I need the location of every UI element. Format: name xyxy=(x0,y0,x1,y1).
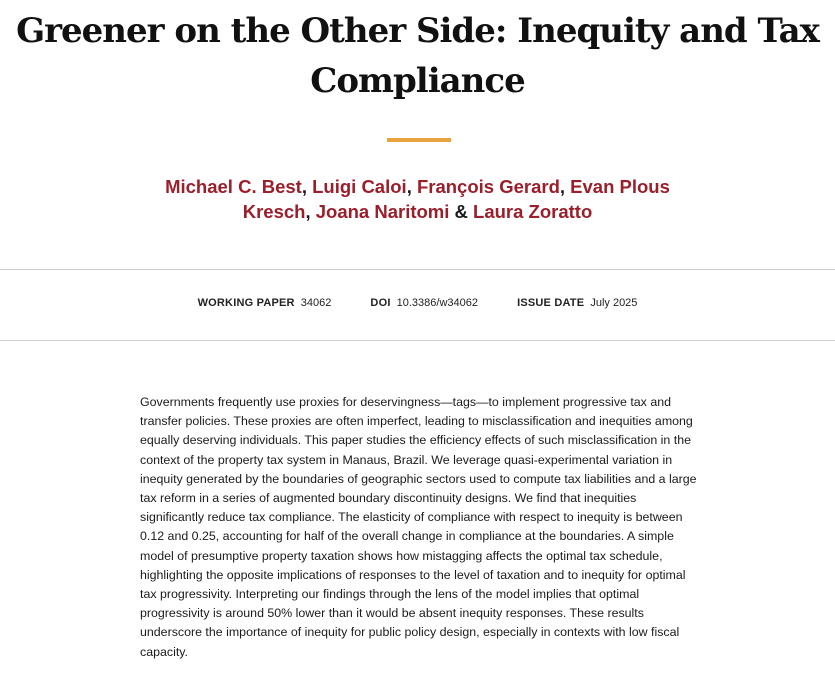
working-paper-label: WORKING PAPER xyxy=(197,297,295,309)
title-accent-rule xyxy=(387,138,451,142)
author-link[interactable]: Luigi Caloi xyxy=(312,176,407,197)
author-separator: , xyxy=(406,176,417,197)
issue-date-label: ISSUE DATE xyxy=(517,297,585,309)
author-separator: , xyxy=(301,176,313,197)
doi-value: 10.3386/w34062 xyxy=(396,297,478,309)
divider-bottom xyxy=(0,340,835,341)
working-paper-number: 34062 xyxy=(300,297,332,309)
issue-date-info xyxy=(517,297,637,309)
abstract-text: Governments frequently use proxies for deservingness—tags—to implement progressive tax and transfer policies. These proxies are often imperfect, leading to misclassification and inequities among equally deserving individuals. This paper studies the efficiency effects of such misclassification in the context of the property tax system in Manaus, Brazil. We leverage quasi-experimental variation in inequity generated by the boundaries of geographic sectors used to compute tax liabilities and a large tax reform in a series of augmented boundary discontinuity designs. We find that inequities significantly reduce tax compliance. The elasticity of compliance with respect to inequity is between 0.12 and 0.25, accounting for half of the overall change in compliance at the boundaries. A simple model of presumptive property taxation shows how mistagging affects the optimal tax schedule, highlighting the opposite implications of responses to the level of taxation and to inequity for optimal tax progressivity. Interpreting our findings through the lens of the model implies that optimal progressivity is around 50% lower than it would be absent inequity responses. These results underscore the importance of inequity for public policy design, especially in contexts with low fiscal capacity. xyxy=(140,395,697,659)
paper-metadata xyxy=(0,297,835,309)
doi-info xyxy=(370,297,478,309)
author-list xyxy=(150,174,685,224)
divider-top xyxy=(0,269,835,270)
issue-date-value: July 2025 xyxy=(590,297,638,309)
working-paper-info xyxy=(198,297,332,309)
author-separator: , xyxy=(559,176,571,197)
author-link[interactable]: Joana Naritomi xyxy=(315,201,450,222)
author-link[interactable]: Michael C. Best xyxy=(165,176,302,197)
author-separator: & xyxy=(449,201,474,222)
author-link[interactable]: Laura Zoratto xyxy=(473,201,593,222)
author-separator: , xyxy=(305,201,316,222)
author-link[interactable]: Evan Plous Kresch xyxy=(242,176,670,222)
author-link[interactable]: François Gerard xyxy=(416,176,560,197)
doi-label: DOI xyxy=(370,297,391,309)
paper-title: Greener on the Other Side: Inequity and Tax Compliance xyxy=(16,11,819,101)
